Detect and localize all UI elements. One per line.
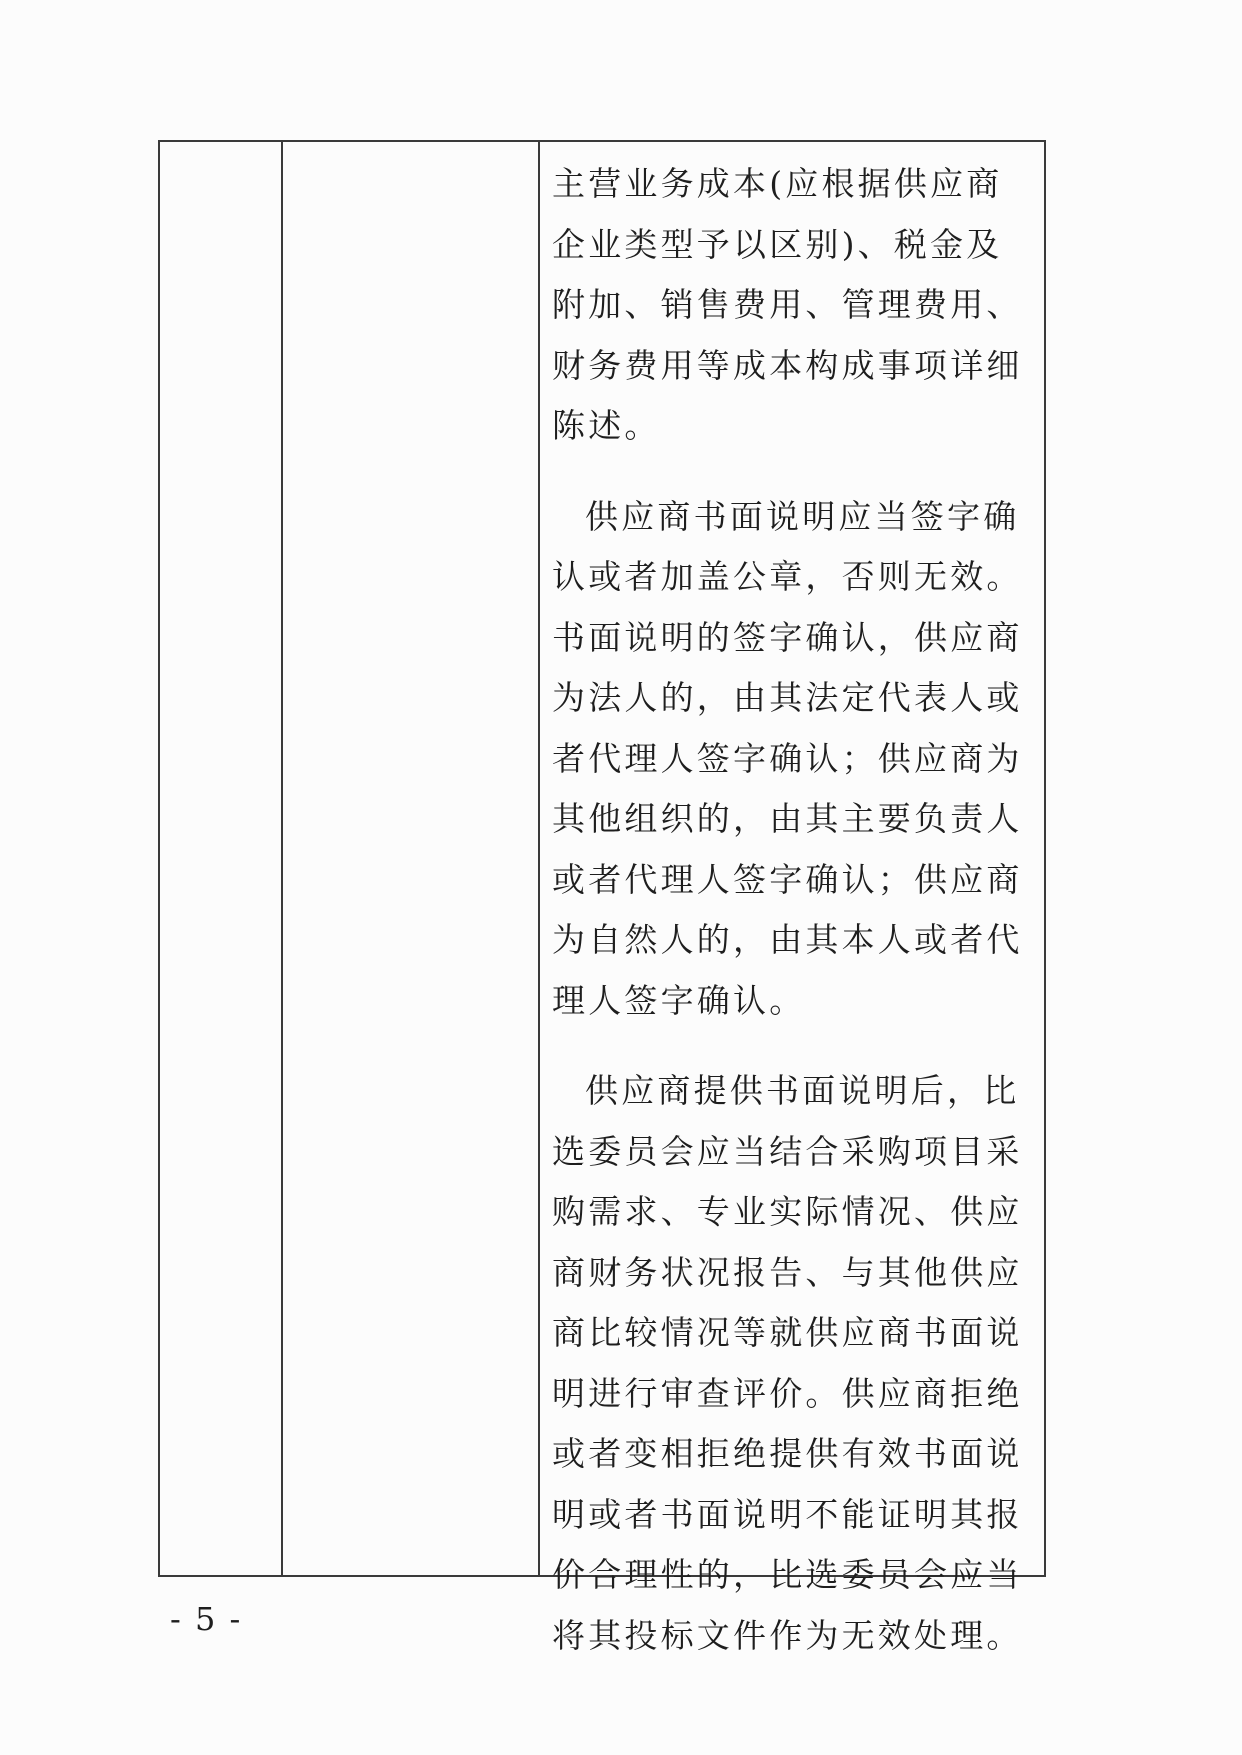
paragraph-cost-breakdown: 主营业务成本(应根据供应商企业类型予以区别)、税金及附加、销售费用、管理费用、财务费用等成本构成事项详细陈述。 [552,164,1023,445]
table-column-divider [281,142,283,1575]
table-cell-description [552,154,1034,1666]
table-column-divider [538,142,540,1575]
paragraph-signature-requirement: 供应商书面说明应当签字确认或者加盖公章，否则无效。书面说明的签字确认，供应商为法人的，由其法定代表人或者代理人签字确认；供应商为其他组织的，由其主要负责人或者代理人签字确认；供应商为自然人的，由其本人或者代理人签字确认。 [552,496,1023,1020]
requirements-table [158,140,1046,1655]
paragraph-review-evaluation: 供应商提供书面说明后，比选委员会应当结合采购项目采购需求、专业实际情况、供应商财务状况报告、与其他供应商比较情况等就供应商书面说明进行审查评价。供应商拒绝或者变相拒绝提供有效书面说明或者书面说明不能证明其报价合理性的，比选委员会应当将其投标文件作为无效处理。 [552,1071,1023,1655]
page-number: - 5 - [170,1600,243,1638]
